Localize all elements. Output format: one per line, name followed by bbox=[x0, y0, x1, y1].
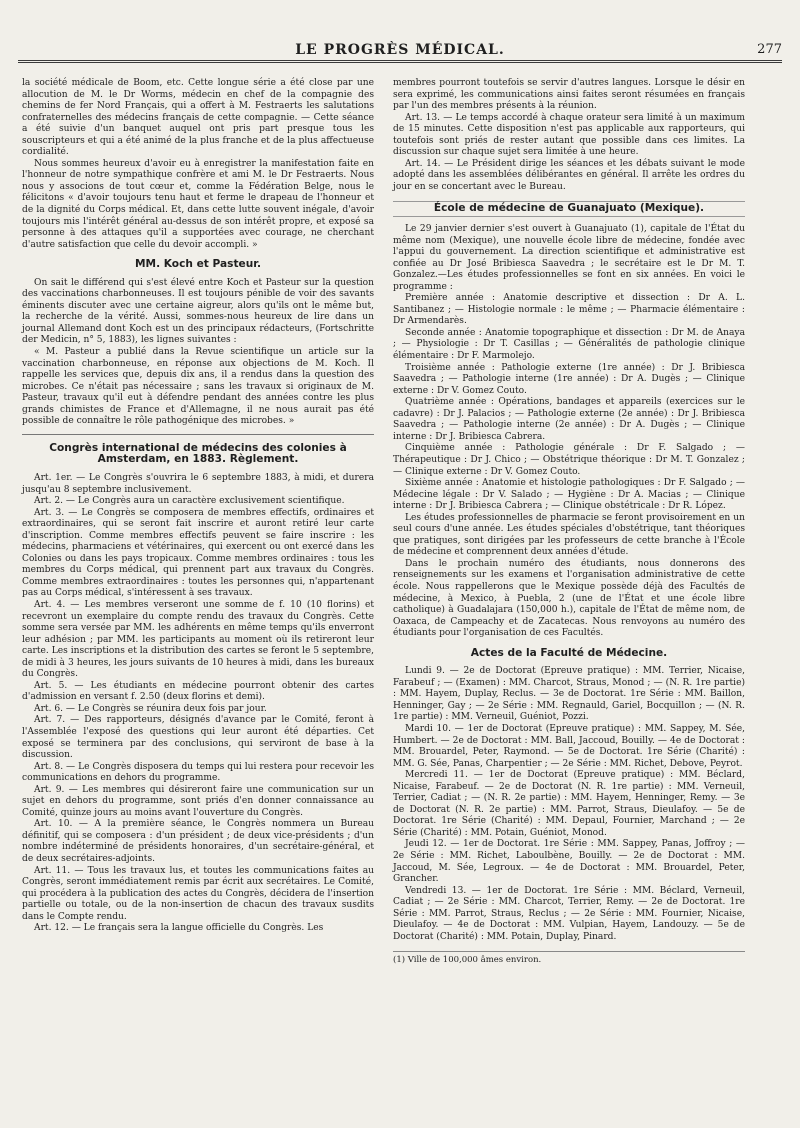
congress-article: Art. 2. — Le Congrès aura un caractère exclusivement scientifique. bbox=[34, 496, 345, 507]
intro-paragraph-1: la société médicale de Boom, etc. Cette longue série a été close par une allocution de M. le Dr Worms, médecin en chef de la compagnie des chemins de fer Nord Français, qui a offert à M. Festraerts les salutations confraternelles des médecins français de cette compagnie. — Cette séance a été suivie d'un banquet auquel ont pris part presque tous les souscripteurs et qui a été animé de la plus franche et de la plus affectueuse cordialité. bbox=[22, 78, 374, 158]
intro-paragraph-2: Nous sommes heureux d'avoir eu à enregistrer la manifestation faite en l'honneur de notre sympathique confrère et ami M. le Dr Festraerts. Nous nous y associons de tout cœur et, comme la Fédération Belge, nous le félicitons « d'avoir toujours tenu haut et ferme le drapeau de l'honneur et de la dignité du Corps médical. Et, dans cette lutte souvent inégale, d'avoir toujours mis l'intérêt général au-dessus de son intérêt propre, et exposé sa personne à des attaques qu'il a supportées avec courage, ne cherchant d'autre satisfaction que celle du devoir accompli. » bbox=[22, 158, 374, 250]
congress-article: Art. 10. — A la première séance, le Congrès nommera un Bureau définitif, qui se composera : d'un président ; de deux vice-présidents ; d'un nombre indéterminé de présidents honoraires, d'un secrétaire-général, et de deux secrétaires-adjoints. bbox=[22, 819, 374, 864]
congress-article: Art. 12. — Le français sera la langue officielle du Congrès. Les bbox=[34, 923, 324, 934]
running-head bbox=[18, 42, 782, 63]
footnote: (1) Ville de 100,000 âmes environ. bbox=[393, 951, 745, 967]
ecole-paragraph: Seconde année : Anatomie topographique et dissection : Dr M. de Anaya ; — Physiologie : Dr T. Casillas ; — Généralités de pathologie clinique élémentaire : Dr F. Marmolejo. bbox=[393, 327, 745, 362]
ecole-heading: École de médecine de Guanajuato (Mexique). bbox=[393, 201, 745, 217]
ecole-paragraph: Le 29 janvier dernier s'est ouvert à Guanajuato (1), capitale de l'État du même nom (Mexique), une nouvelle école libre de médecine, fondée avec l'appui du gouvernement. La direction scientifique et administrative est confiée au Dr José Bribiesca Saavedra ; le secrétaire est le Dr M. T. Gonzalez.—Les études professionnelles se font en six années. En voici le programme : bbox=[393, 224, 745, 292]
congress-continued: membres pourront toutefois se servir d'autres langues. Lorsque le désir en sera exprimé, les communications ainsi faites seront résumées en français par l'un des membres présents à la réunion. bbox=[393, 78, 745, 112]
ecole-paragraph: Quatrième année : Opérations, bandages et appareils (exercices sur le cadavre) : Dr J. Palacios ; — Pathologie externe (2e année) : Dr J. Bribiesca Saavedra ; — Pathologie interne (2e année) : Dr A. Dugès ; — Clinique interne : Dr J. Bribiesca Cabrera. bbox=[393, 397, 745, 442]
actes-paragraph: Vendredi 13. — 1er de Doctorat. 1re Série : MM. Béclard, Verneuil, Cadiat ; — 2e Série : MM. Charcot, Terrier, Remy. — 2e de Doctorat. 1re Série : MM. Parrot, Straus, Reclus ; — 2e Série : MM. Fournier, Nicaise, Dieulafoy. — 4e de Doctorat : MM. Vulpian, Hayem, Landouzy. — 5e de Doctorat (Charité) : MM. Potain, Duplay, Pinard. bbox=[393, 885, 745, 942]
ecole-paragraph: Dans le prochain numéro des étudiants, nous donnerons des renseignements sur les examens et l'organisation administrative de cette école. Nous rappellerons que le Mexique possède déjà des Facultés de médecine, à Mexico, à Puebla, 2 (une de l'État et une école libre catholique) à Guadalajara (150,000 h.), capitale de l'État de même nom, de Oaxaca, de Campeachy et de Zacatecas. Nous renvoyons au numéro des étudiants pour l'organisation de ces Facultés. bbox=[393, 558, 745, 639]
congress-article: Art. 9. — Les membres qui désireront faire une communication sur un sujet en dehors du programme, sont priés d'en donner connaissance au Comité, quinze jours au moins avant l'ouverture du Congrès. bbox=[22, 784, 374, 818]
actes-heading: Actes de la Faculté de Médecine. bbox=[470, 646, 668, 659]
congress-article: Art. 1er. — Le Congrès s'ouvrira le 6 septembre 1883, à midi, et durera jusqu'au 8 septembre inclusivement. bbox=[22, 472, 374, 495]
koch-pasteur-heading: MM. Koch et Pasteur. bbox=[134, 258, 261, 271]
actes-paragraph: Jeudi 12. — 1er de Doctorat. 1re Série : MM. Sappey, Panas, Joffroy ; — 2e Série : MM. Richet, Laboulbène, Bouilly. — 2e de Doctorat : MM. Jaccoud, M. Sée, Legroux. — 4e de Doctorat : MM. Brouardel, Peter, Grancher. bbox=[393, 839, 745, 885]
ecole-paragraph: Sixième année : Anatomie et histologie pathologiques : Dr F. Salgado ; — Médecine légale : Dr V. Salado ; — Hygiène : Dr A. Macias ; — Clinique interne : Dr J. Bribiesca Cabrera ; — Clinique obstétricale : Dr R. López. bbox=[393, 478, 745, 512]
congress-article: Art. 14. — Le Président dirige les séances et les débats suivant le mode adopté dans les assemblées délibérantes en général. Il arrête les ordres du jour en se concertant avec le Bureau. bbox=[393, 158, 745, 192]
ecole-paragraph: Troisième année : Pathologie externe (1re année) : Dr J. Bribiesca Saavedra ; — Pathologie interne (1re année) : Dr A. Dugès ; — Clinique externe : Dr V. Gomez Couto. bbox=[393, 362, 745, 396]
congress-article: Art. 5. — Les étudiants en médecine pourront obtenir des cartes d'admission en versant f. 2.50 (deux florins et demi). bbox=[22, 680, 374, 703]
ecole-paragraph: Cinquième année : Pathologie générale : Dr F. Salgado ; — Thérapeutique : Dr J. Chico ; — Obstétrique théorique : Dr M. T. Gonzalez ; — Clinique externe : Dr V. Gomez Couto. bbox=[393, 443, 745, 477]
congress-article: Art. 11. — Tous les travaux lus, et toutes les communications faites au Congrès, seront immédiatement remis par écrit aux secrétaires. Le Comité, qui procédera à la publication des actes du Congrès, décidera de l'insertion partielle ou totale, ou de la non-insertion de chacun des travaux susdits dans le Compte rendu. bbox=[22, 865, 374, 922]
congress-article: Art. 13. — Le temps accordé à chaque orateur sera limité à un maximum de 15 minutes. Cette disposition n'est pas applicable aux rapporteurs, qui toutefois sont priés de rester autant que possible dans ces limites. La discussion sur chaque sujet sera limitée à une heure. bbox=[393, 112, 745, 158]
ecole-paragraph: Les études professionnelles de pharmacie se feront provisoirement en un seul cours d'une année. Les études spéciales d'obstétrique, tant théoriques que pratiques, sont dirigées par les professeurs de cette branche à l'École de médecine et comprennent deux années d'étude. bbox=[393, 512, 745, 558]
section-divider bbox=[22, 434, 374, 435]
page-number: 277 bbox=[757, 42, 782, 57]
actes-paragraph: Mardi 10. — 1er de Doctorat (Epreuve pratique) : MM. Sappey, M. Sée, Humbert. — 2e de Doctorat : MM. Ball, Jaccoud, Bouilly. — 4e de Doctorat : MM. Brouardel, Peter, Raymond. — 5e de Doctorat. 1re Série (Charité) : MM. G. Sée, Panas, Charpentier ; — 2e Série : MM. Richet, Debove, Peyrot. bbox=[393, 723, 745, 769]
congress-article: Art. 7. — Des rapporteurs, désignés d'avance par le Comité, feront à l'Assemblée l'exposé des questions qui leur auront été départies. Cet exposé se terminera par des conclusions, qui serviront de base à la discussion. bbox=[22, 715, 374, 761]
congress-article: Art. 8. — Le Congrès disposera du temps qui lui restera pour recevoir les communications en dehors du programme. bbox=[22, 761, 374, 784]
actes-paragraph: Mercredi 11. — 1er de Doctorat (Epreuve pratique) : MM. Béclard, Nicaise, Farabeuf. — 2e de Doctorat (N. R. 1re partie) : MM. Verneuil, Terrier, Cadiat ; — (N. R. 2e partie) : MM. Hayem, Henninger, Remy. — 3e de Doctorat (N. R. 2e partie) : MM. Parrot, Straus, Dieulafoy. — 5e de Doctorat. 1re Série (Charité) : MM. Depaul, Fournier, Marchand ; — 2e Série (Charité) : MM. Potain, Guéniot, Monod. bbox=[393, 770, 745, 838]
congress-heading: Congrès international de médecins des colonies à Amsterdam, en 1883. Règlement. bbox=[49, 441, 347, 466]
journal-title: LE PROGRÈS MÉDICAL. bbox=[295, 42, 505, 58]
koch-paragraph-2: « M. Pasteur a publié dans la Revue scientifique un article sur la vaccination charbonneuse, en réponse aux objections de M. Koch. Il rappelle les services que, depuis dix ans, il a rendus dans la question des microbes. Ce n'était pas nécessaire ; sans les travaux si originaux de M. Pasteur, travaux qu'il eut à défendre pendant des années contre les plus grands chimistes de France et d'Allemagne, il ne nous aurait pas été possible de connaître le rôle pathogénique des microbes. » bbox=[22, 347, 374, 427]
congress-article: Art. 3. — Le Congrès se composera de membres effectifs, ordinaires et extraordinaires, qui se seront fait inscrire et auront retiré leur carte d'inscription. Comme membres effectifs peuvent se faire inscrire : les médecins, pharmaciens et vétérinaires, qui exercent ou ont exercé dans les Colonies ou dans les pays tropicaux. Comme membres ordinaires : tous les membres du Corps médical, qui prennent part aux travaux du Congrès. Comme membres extraordinaires : toutes les personnes qui, n'appartenant pas au Corps médical, s'intéressent à ses travaux. bbox=[22, 507, 374, 599]
koch-paragraph-1: On sait le différend qui s'est élevé entre Koch et Pasteur sur la question des vaccinations charbonneuses. Il est toujours pénible de voir des savants éminents discuter avec une certaine aigreur, alors qu'ils ont le même but, la recherche de la vérité. Aussi, sommes-nous heureux de lire dans un journal Allemand dont Koch est un des principaux rédacteurs, (Fortschritte der Medicin, n° 5, 1883), les lignes suivantes : bbox=[22, 277, 374, 346]
congress-article: Art. 4. — Les membres verseront une somme de f. 10 (10 florins) et recevront un exemplaire du compte rendu des travaux du Congrès. Cette somme sera versée par MM. les adhérents en même temps qu'ils enverront leur adhésion ; par MM. les participants au moment où ils retireront leur carte. Les inscriptions et la distribution des cartes se feront le 5 septembre, de midi à 3 heures, les jours suivants de 10 heures à midi, dans les bureaux du Congrès. bbox=[22, 599, 374, 680]
right-column bbox=[393, 78, 745, 967]
ecole-paragraph: Première année : Anatomie descriptive et dissection : Dr A. L. Santibanez ; — Histologie normale : le même ; — Pharmacie élémentaire : Dr Armendarès. bbox=[393, 293, 745, 327]
actes-paragraph: Lundi 9. — 2e de Doctorat (Epreuve pratique) : MM. Terrier, Nicaise, Farabeuf ; — (Examen) : MM. Charcot, Straus, Monod ; — (N. R. 1re partie) : MM. Hayem, Duplay, Reclus. — 3e de Doctorat. 1re Série : MM. Baillon, Henninger, Gay ; — 2e Série : MM. Regnauld, Gariel, Bocquillon ; — (N. R. 1re partie) : MM. Verneuil, Guéniot, Pozzi. bbox=[393, 666, 745, 723]
congress-article: Art. 6. — Le Congrès se réunira deux fois par jour. bbox=[34, 703, 267, 714]
left-column bbox=[22, 78, 374, 935]
